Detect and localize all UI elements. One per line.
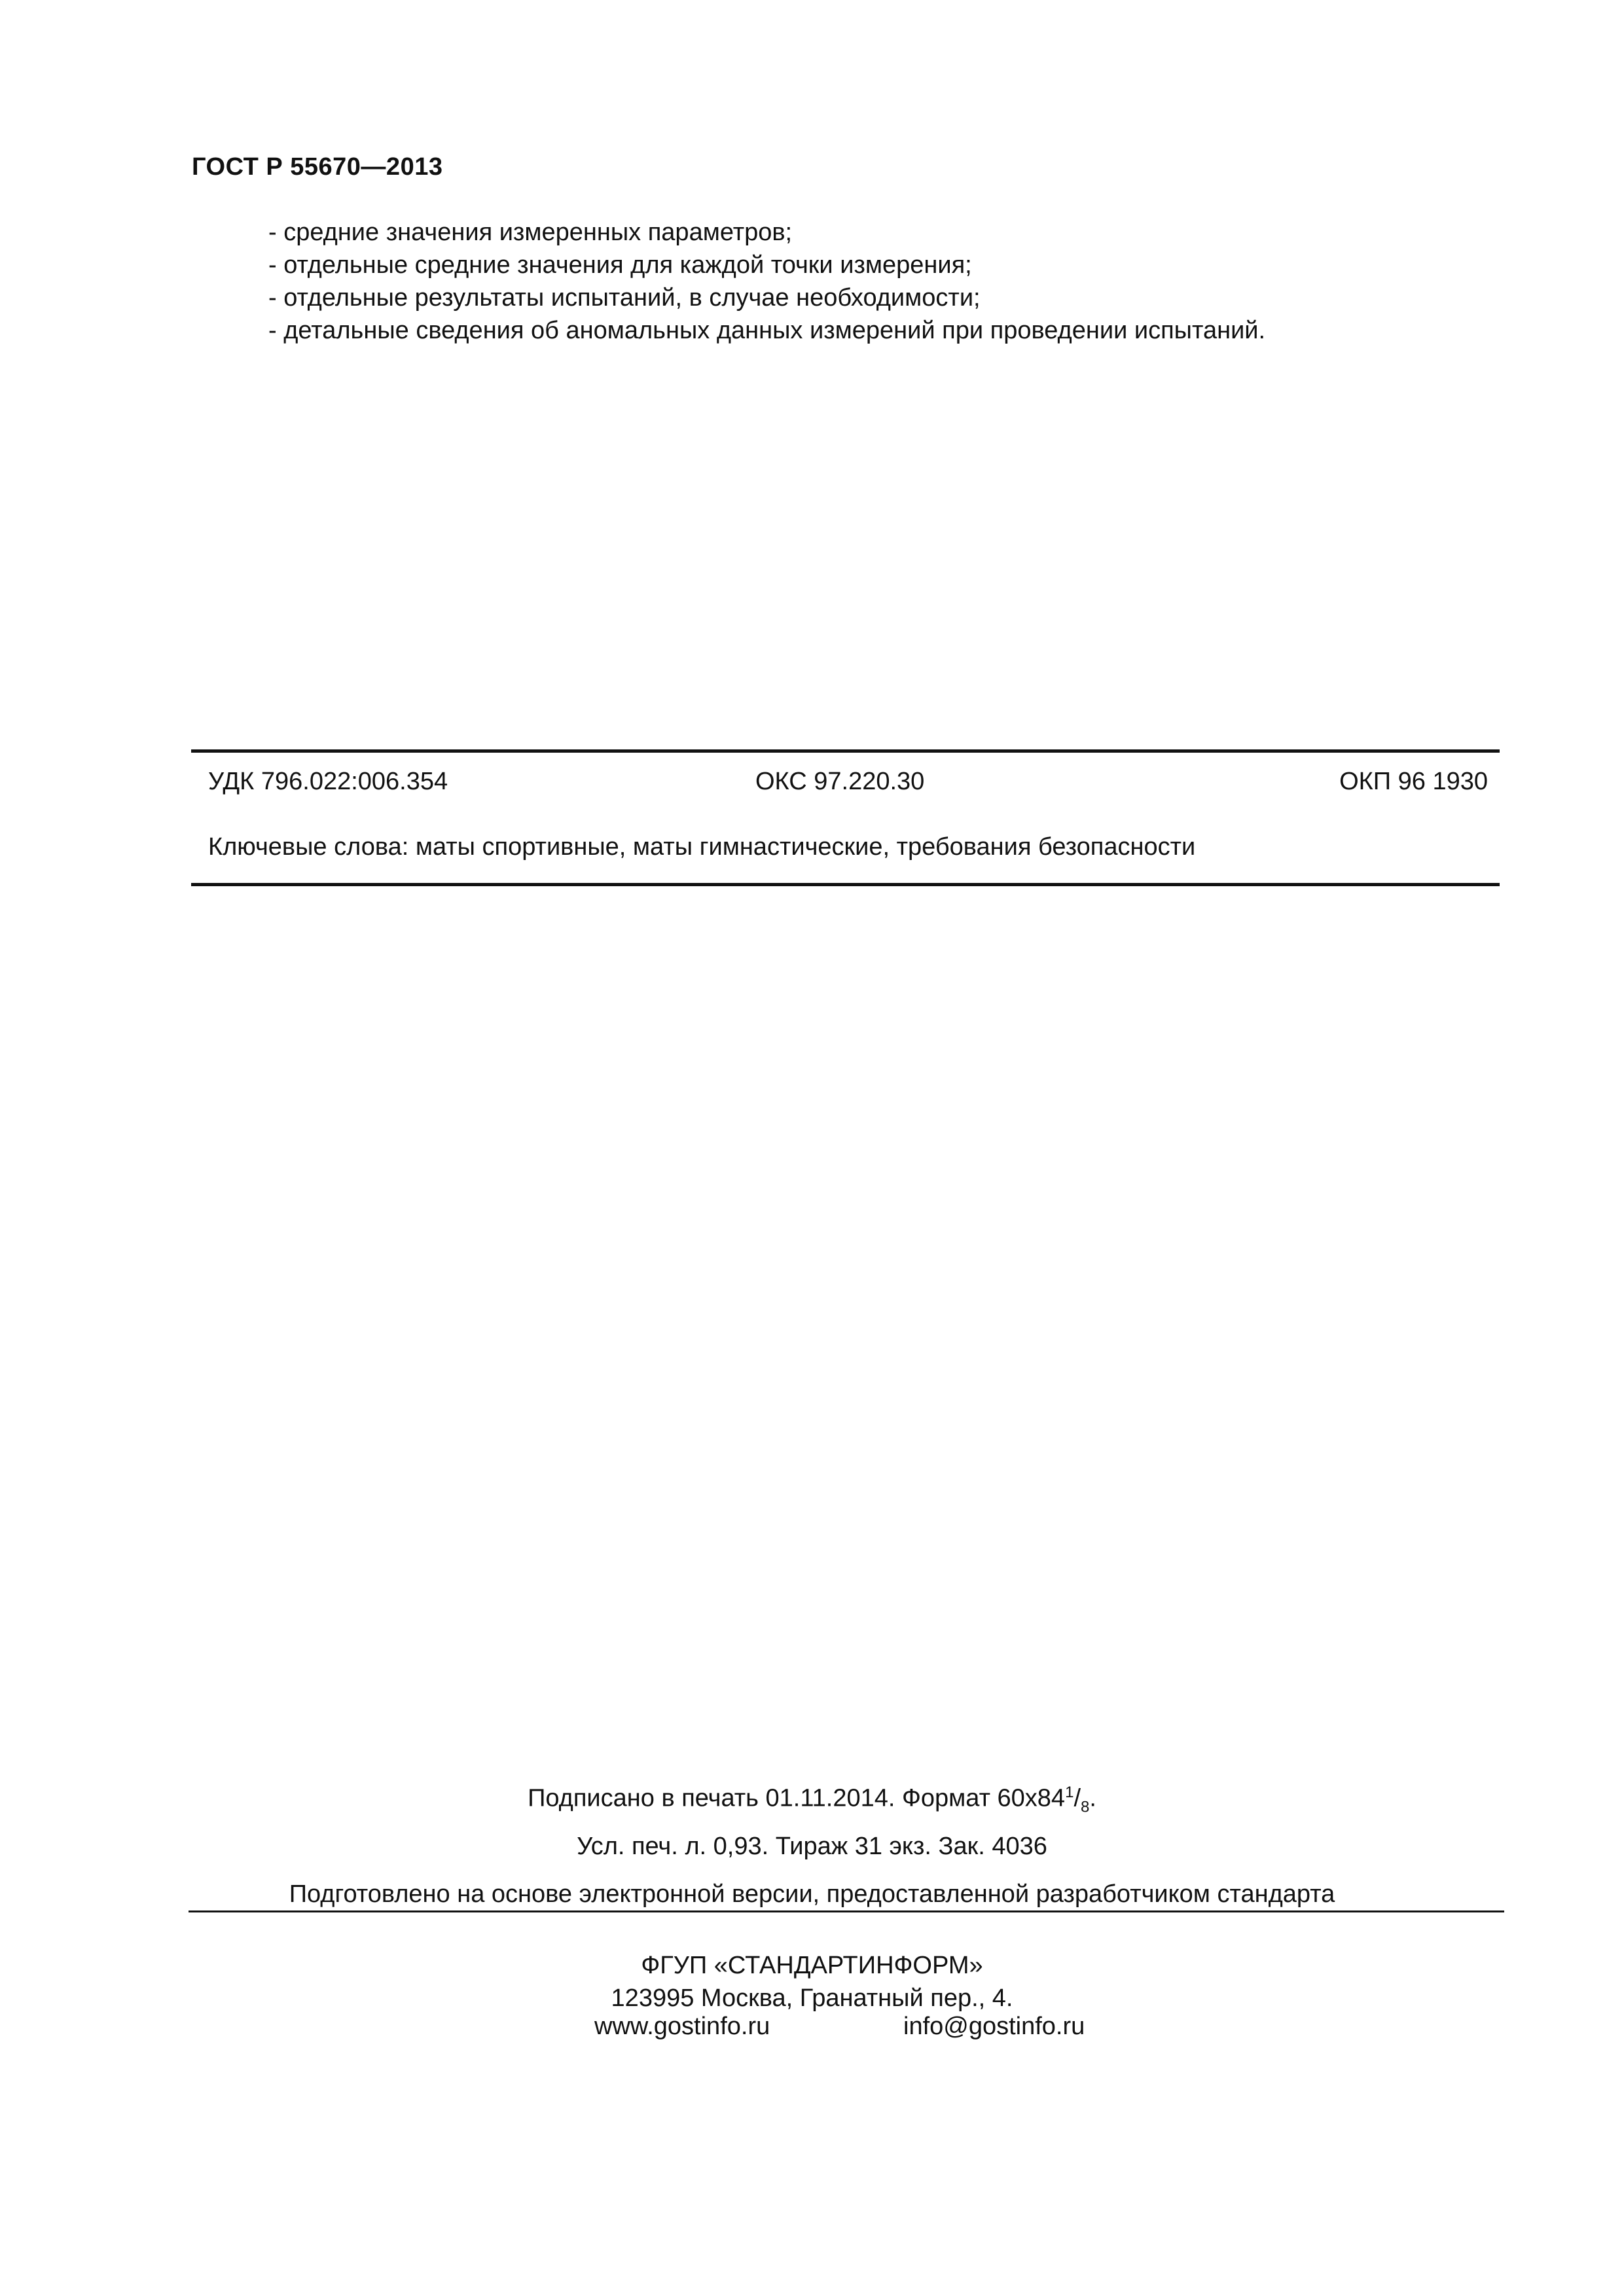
classification-bottom-rule bbox=[191, 883, 1500, 886]
print-sheets-line: Усл. печ. л. 0,93. Тираж 31 экз. Зак. 4036 bbox=[577, 1833, 1047, 1860]
keywords-line: Ключевые слова: маты спортивные, маты гимнастические, требования безопасности bbox=[208, 833, 1196, 861]
list-item: - средние значения измеренных параметров; bbox=[268, 219, 793, 246]
imprint-rule bbox=[189, 1910, 1504, 1912]
list-item: - отдельные средние значения для каждой точки измерения; bbox=[268, 251, 972, 279]
print-signed-suffix: . bbox=[1089, 1784, 1096, 1812]
publisher-address: 123995 Москва, Гранатный пер., 4. bbox=[611, 1984, 1013, 2012]
publisher-block bbox=[0, 1949, 1624, 2015]
print-signed-line: Подписано в печать 01.11.2014. Формат $60х84^1/_8$. bbox=[528, 1784, 1096, 1816]
document-id-header: ГОСТ Р 55670—2013 bbox=[192, 153, 443, 181]
list-item: - отдельные результаты испытаний, в случае необходимости; bbox=[268, 284, 981, 312]
udk-code: УДК 796.022:006.354 bbox=[208, 768, 448, 795]
format-fraction-denominator: 8 bbox=[1081, 1798, 1090, 1816]
email-link[interactable]: info@gostinfo.ru bbox=[903, 2013, 1085, 2040]
oks-code: ОКС 97.220.30 bbox=[755, 768, 925, 795]
print-signed-text: Подписано в печать 01.11.2014. Формат 60х84 bbox=[528, 1784, 1066, 1812]
test-report-list bbox=[268, 216, 1265, 347]
publisher-name: ФГУП «СТАНДАРТИНФОРМ» bbox=[641, 1952, 983, 1979]
prepared-note: Подготовлено на основе электронной версии, предоставленной разработчиком стандарта bbox=[289, 1880, 1335, 1908]
website-link[interactable]: www.gostinfo.ru bbox=[594, 2013, 770, 2040]
list-item: - детальные сведения об аномальных данных измерений при проведении испытаний. bbox=[268, 317, 1266, 344]
okp-code: ОКП 96 1930 bbox=[1339, 768, 1488, 795]
classification-top-rule bbox=[191, 749, 1500, 753]
format-fraction-numerator: 1 bbox=[1065, 1784, 1074, 1801]
classification-row bbox=[208, 768, 1488, 800]
